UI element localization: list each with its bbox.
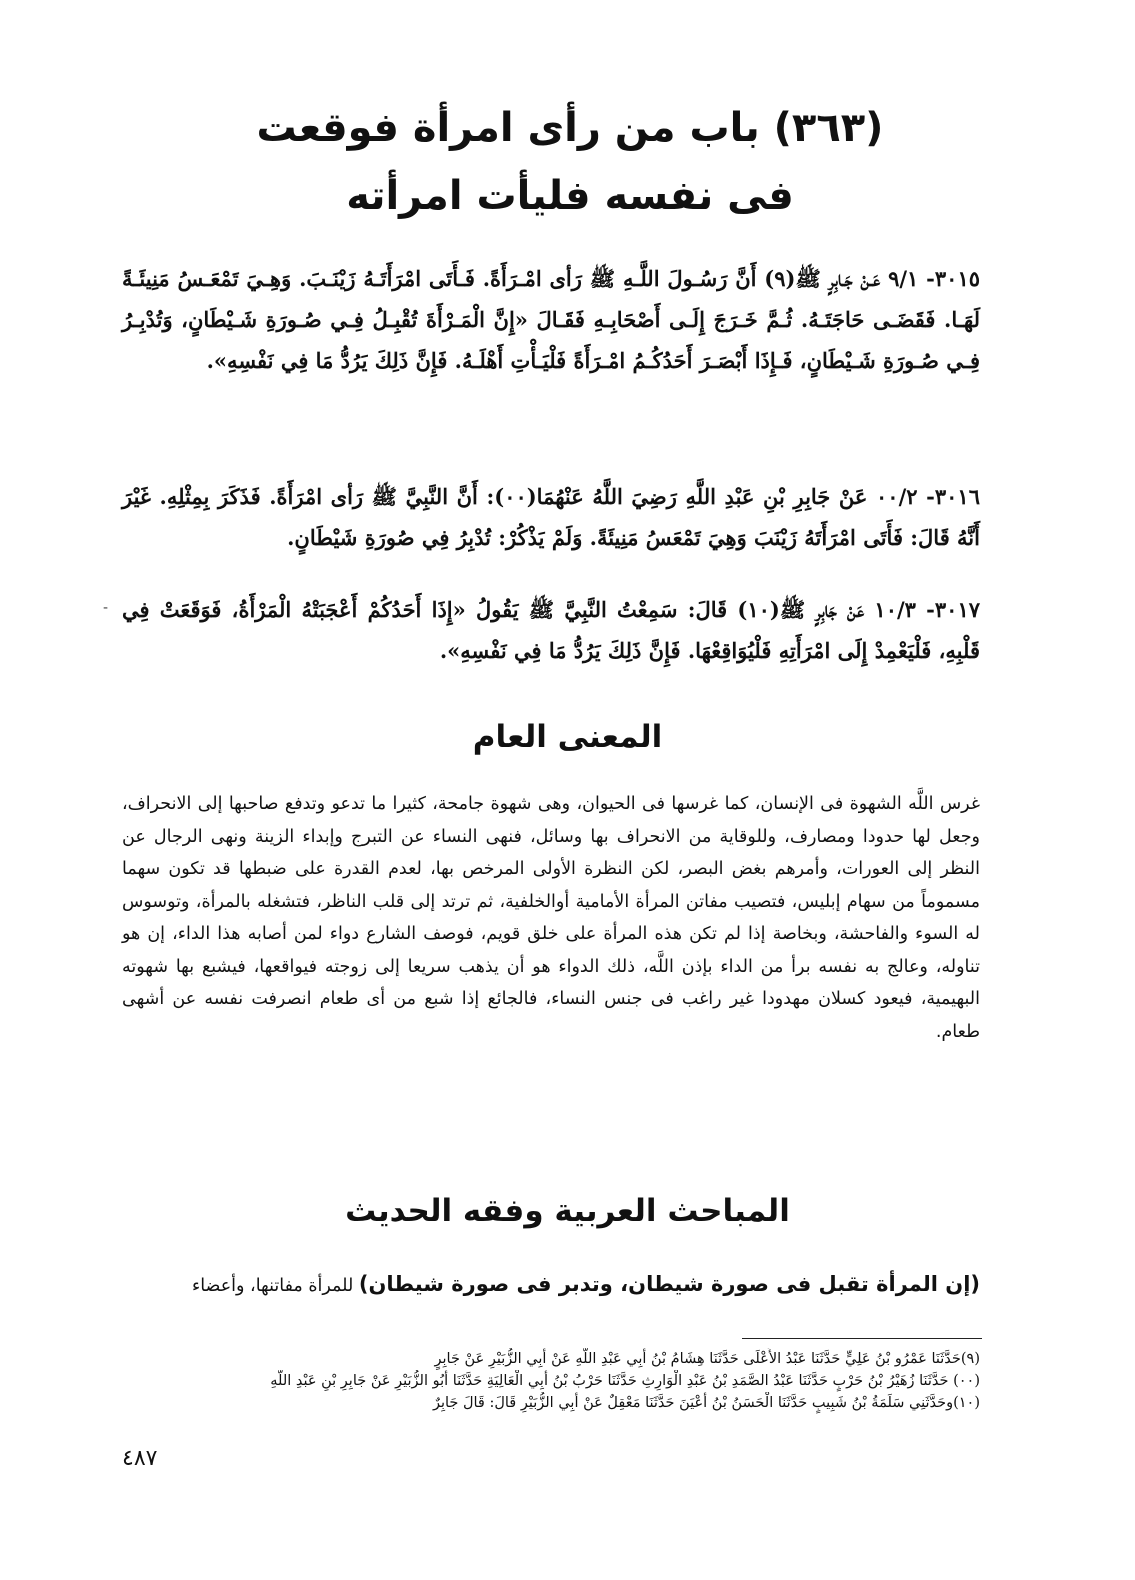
- hadith-text: عَنْ جَابِرِ بْنِ عَبْدِ اللَّهِ رَضِيَ اللَّهُ عَنْهُمَا(٠٠): أَنَّ النَّبِيَّ ﷺ رَأى امْرَأَةً. فَذَكَرَ بِمِثْلِهِ. غَيْرَ أَنَّهُ قَالَ: فَأَتَى امْرَأَتَهُ زَيْنَبَ وَهِيَ تَمْعَسُ مَنِيئَةً. وَلَمْ يَذْكُرْ: تُدْبِرُ فِي صُورَةِ شَيْطَانٍ.: [122, 484, 980, 550]
- general-meaning-paragraph: غرس اللَّه الشهوة فى الإنسان، كما غرسها فى الحيوان، وهى شهوة جامحة، كثيرا ما تدعو وتدفع صاحبها إلى الانحراف، وجعل لها حدودا ومصارف، وللوقاية من الانحراف بها وسائل، فنهى النساء عن التبرج وإبداء الزينة ونهى الرجال عن النظر إلى العورات، وأمرهم بغض البصر، لكن النظرة الأولى المرخص بها، لعدم القدرة على ضبطها قد تكون سهما مسموماً من سهام إبليس، فتصيب مفاتن المرأة الأمامية أوالخلفية، ثم ترتد إلى قلب الناظر، فتشغله بالمرأة، وتوسوس له السوء والفاحشة، وبخاصة إذا لم تكن هذه المرأة على خلق قويم، فوصف الشارع دواء لمن أصابه هذا الداء، إن هو تناوله، وعالج به نفسه برأ من الداء بإذن اللَّه، ذلك الدواء هو أن يذهب سريعا إلى زوجته فيواقعها، فيشبع بها شهوته البهيمية، فيعود كسلان مهدودا غير راغب فى جنس النساء، فالجائع إذا شبع من أى طعام انصرفت نفسه عن أشهى طعام.: [122, 794, 980, 1042]
- hadith-3015: [122, 258, 980, 381]
- hadith-quote: (إن المرأة تقبل فى صورة شيطان، وتدبر فى صورة شيطان): [358, 1272, 980, 1296]
- hadith-number: ٣٠١٦-: [926, 484, 980, 509]
- footnote-00: (٠٠) حَدَّثَنَا زُهَيْرُ بْنُ حَرْبٍ حَدَّثَنَا عَبْدُ الصَّمَدِ بْنُ عَبْدِ الْوَارِثِ حَدَّثَنَا حَرْبُ بْنُ أَبِي الْعَالِيَةِ حَدَّثَنَا أَبُو الزُّبَيْرِ عَنْ جَابِرِ بْنِ عَبْدِ اللَّهِ: [270, 1373, 980, 1389]
- page-number: ٤٨٧: [122, 1446, 158, 1471]
- hadith-ref: ٩/١: [888, 266, 919, 291]
- hadith-ref: ٠٠/٢: [876, 484, 918, 509]
- hadith-3017: [122, 589, 980, 671]
- fiqh-text: للمرأة مفاتنها، وأعضاء: [192, 1276, 359, 1296]
- hadith-number: ٣٠١٧-: [926, 597, 981, 622]
- hadith-number: ٣٠١٥-: [926, 266, 981, 291]
- section-heading-arabic-studies: المباحث العربية وفقه الحديث: [345, 1193, 790, 1229]
- margin-dash: -: [103, 600, 109, 616]
- footnote-separator: [742, 1338, 982, 1339]
- footnote-10: (١٠)وحَدَّثَنِي سَلَمَةُ بْنُ شَبِيبٍ حَدَّثَنَا الْحَسَنُ بْنُ أَعْيَنَ حَدَّثَنَا مَعْقِلٌ عَنْ أَبِي الزُّبَيْرِ قَالَ: قَالَ جَابِرٌ: [432, 1395, 980, 1411]
- footnote-9: (٩)حَدَّثَنَا عَمْرُو بْنُ عَلِيٍّ حَدَّثَنَا عَبْدُ الأَعْلَى حَدَّثَنَا هِشَامُ بْنُ أَبِي عَبْدِ اللَّهِ عَنْ أَبِي الزُّبَيْرِ عَنْ جَابِرٍ: [434, 1351, 980, 1367]
- chapter-title-line-2: فى نفسه فليأت امرأته: [346, 173, 794, 219]
- fiqh-paragraph: [122, 1268, 980, 1303]
- hadith-3016: [122, 476, 980, 558]
- footnotes: [122, 1348, 980, 1414]
- hadith-ref: ١٠/٣: [874, 597, 916, 622]
- section-heading-general-meaning: المعنى العام: [472, 719, 663, 755]
- chapter-title-line-1: (٣٦٣) باب من رأى امرأة فوقعت: [256, 105, 884, 151]
- hadith-text: عَـنْ جَـابِرٍ ﷺ(٩) أَنَّ رَسُـولَ اللَّـهِ ﷺ رَأى امْـرَأَةً. فَـأَتَى امْرَأَتَـهُ زَيْنَـبَ. وَهِـيَ تَمْعَـسُ مَنِيئَـةً لَهَـا. فَقَضَـى حَاجَتَـهُ. ثُـمَّ خَـرَجَ إِلَـى أَصْحَابِـهِ فَقَـالَ «إِنَّ الْمَـرْأَةَ تُقْبِـلُ فِـي صُـورَةِ شَـيْطَانٍ، وَتُدْبِـرُ فِـي صُـورَةِ شَـيْطَانٍ، فَـإِذَا أَبْصَـرَ أَحَدُكُـمُ امْـرَأَةً فَلْيَـأْتِ أَهْلَـهُ. فَإِنَّ ذَلِكَ يَرُدُّ مَا فِي نَفْسِهِ».: [122, 266, 980, 373]
- hadith-text: عَنْ جَابِرٍ ﷺ(١٠) قَالَ: سَمِعْتُ النَّبِيَّ ﷺ يَقُولُ «إِذَا أَحَدُكُمْ أَعْجَبَتْهُ الْمَرْأَةُ، فَوَقَعَتْ فِي قَلْبِهِ، فَلْيَعْمِدْ إِلَى امْرَأَتِهِ فَلْيُوَاقِعْهَا. فَإِنَّ ذَلِكَ يَرُدُّ مَا فِي نَفْسِهِ».: [122, 597, 980, 663]
